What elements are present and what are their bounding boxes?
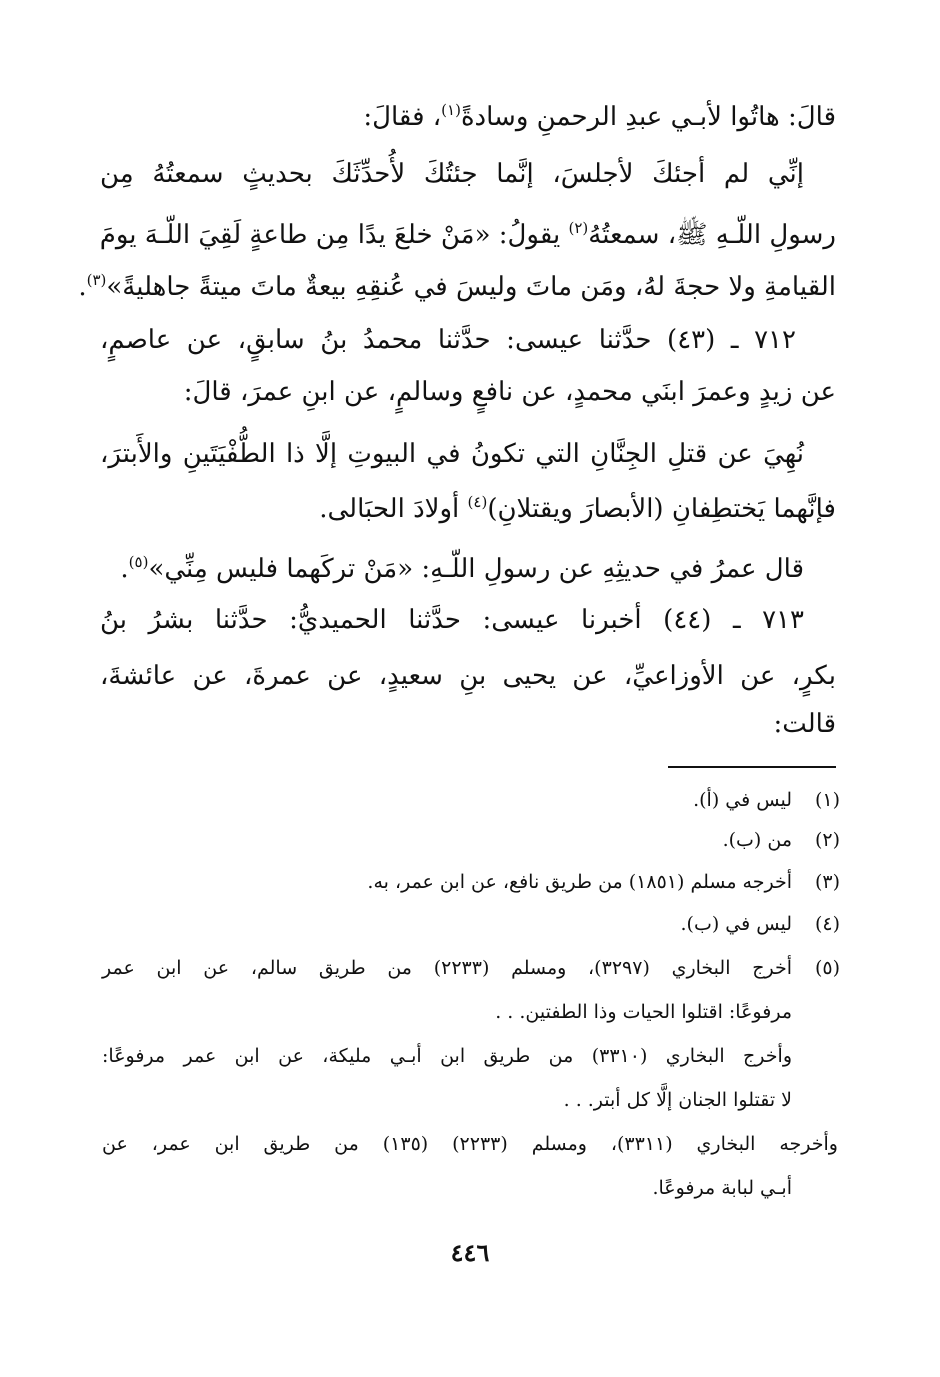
footnote-2-number: (٢) — [814, 829, 840, 851]
footnote-separator — [668, 766, 836, 768]
footnote-5-line-5: وأخرجه البخاري (٣٣١١)، ومسلم (٢٢٣٣) (١٣٥) من طريق ابن عمر، عن — [102, 1133, 838, 1155]
main-line-4-text: القيامةِ ولا حجةَ لهُ، ومَن ماتَ وليسَ في عُنقِهِ بيعةٌ ماتَ ميتةً جاهليةً» — [106, 272, 836, 302]
footnote-5-line-2: مرفوعًا: اقتلوا الحيات وذا الطفتين. . . — [495, 1001, 792, 1023]
hadith-712-line-5-text: قال عمرُ في حديثِهِ عن رسولِ اللّـهِ: «مَنْ تركَهما فليس مِنِّي» — [148, 554, 804, 584]
main-line-2 — [100, 156, 804, 192]
footnote-5-line-3: وأخرج البخاري (٣٣١٠) من طريق ابن أبـي مليكة، عن ابن عمر مرفوعًا: — [102, 1045, 792, 1067]
footnote-3-number: (٣) — [814, 871, 840, 893]
hadith-712-line-3 — [100, 436, 804, 472]
hadith-713-line-3-text: قالت: — [773, 709, 836, 739]
hadith-712-line-2-text: عن زيدٍ وعمرَ ابنَي محمدٍ، عن نافعٍ وسالمٍ، عن ابنِ عمرَ، قالَ: — [183, 377, 836, 407]
main-line-4-after: . — [78, 272, 87, 302]
hadith-712-line-4-after: أولادَ الحبَالى. — [319, 494, 468, 524]
hadith-712-line-1-text: ٧١٢ ـ (٤٣) حدَّثنا عيسى: حدَّثنا محمدُ بنُ سابقٍ، عن عاصمٍ، — [100, 325, 796, 355]
main-line-3-after: يقولُ: «مَنْ خلعَ يدًا مِن طاعةٍ لَقِيَ اللّـهَ يومَ — [99, 220, 569, 250]
footnote-5-line-1: أخرج البخاري (٣٢٩٧)، ومسلم (٢٢٣٣) من طريق سالم، عن ابن عمر — [102, 957, 792, 979]
hadith-713-line-3 — [100, 706, 836, 742]
footnote-4-text: ليس في (ب). — [680, 913, 792, 935]
main-line-2-text: إنِّي لم أجئكَ لأجلسَ، إنَّما جئتُكَ لأُحدِّثَكَ بحديثٍ سمعتُهُ مِن — [100, 159, 804, 189]
footnote-ref-5[interactable]: (٥) — [128, 553, 149, 571]
hadith-713-line-2 — [100, 658, 836, 694]
hadith-712-line-4-text: فإنَّهما يَختطِفانِ (الأبصارَ ويقتلانِ) — [487, 494, 836, 524]
footnote-1-text: ليس في (أ). — [693, 789, 792, 811]
main-line-3-text: رسولِ اللّـهِ ﷺ، سمعتُهُ — [588, 220, 836, 250]
hadith-712-line-3-text: نُهِيَ عن قتلِ الجِنَّانِ التي تكونُ في البيوتِ إلَّا ذا الطُّفْيَتَينِ والأَبترَ، — [100, 439, 804, 469]
main-line-3 — [100, 210, 836, 253]
footnote-2-text: من (ب). — [722, 829, 792, 851]
hadith-713-line-1-text: ٧١٣ ـ (٤٤) أخبرنا عيسى: حدَّثنا الحميديُّ: حدَّثنا بشرُ بنُ — [100, 605, 804, 635]
hadith-713-line-1 — [100, 602, 804, 638]
footnote-4-number: (٤) — [814, 913, 840, 935]
footnote-ref-1[interactable]: (١) — [441, 101, 461, 119]
hadith-712-line-5 — [100, 544, 804, 587]
footnote-ref-3[interactable]: (٣) — [86, 271, 107, 289]
footnote-5-number: (٥) — [814, 957, 840, 979]
hadith-712-line-5-after: . — [120, 554, 129, 584]
footnote-5-line-6: أبـي لبابة مرفوعًا. — [652, 1177, 792, 1199]
footnote-3-text: أخرجه مسلم (١٨٥١) من طريق نافع، عن ابن عمر، به. — [367, 871, 792, 893]
footnote-ref-2[interactable]: (٢) — [568, 219, 589, 237]
main-line-4 — [78, 262, 836, 305]
footnote-5-line-4: لا تقتلوا الجنان إلَّا كل أبتر. . . — [563, 1089, 792, 1111]
main-line-1 — [100, 92, 836, 135]
hadith-712-line-2 — [100, 374, 836, 410]
main-line-1-text: قالَ: هاتُوا لأبـي عبدِ الرحمنِ وسادةً — [460, 102, 836, 132]
hadith-712-line-4 — [100, 484, 836, 527]
footnote-1-number: (١) — [814, 789, 840, 811]
footnote-ref-4[interactable]: (٤) — [467, 493, 488, 511]
hadith-712-line-1 — [100, 322, 796, 358]
page-number: ٤٤٦ — [450, 1238, 490, 1267]
main-line-1-after: ، فقالَ: — [363, 102, 442, 132]
hadith-713-line-2-text: بكرٍ، عن الأوزاعيِّ، عن يحيى بنِ سعيدٍ، عن عمرةَ، عن عائشةَ، — [100, 661, 836, 691]
